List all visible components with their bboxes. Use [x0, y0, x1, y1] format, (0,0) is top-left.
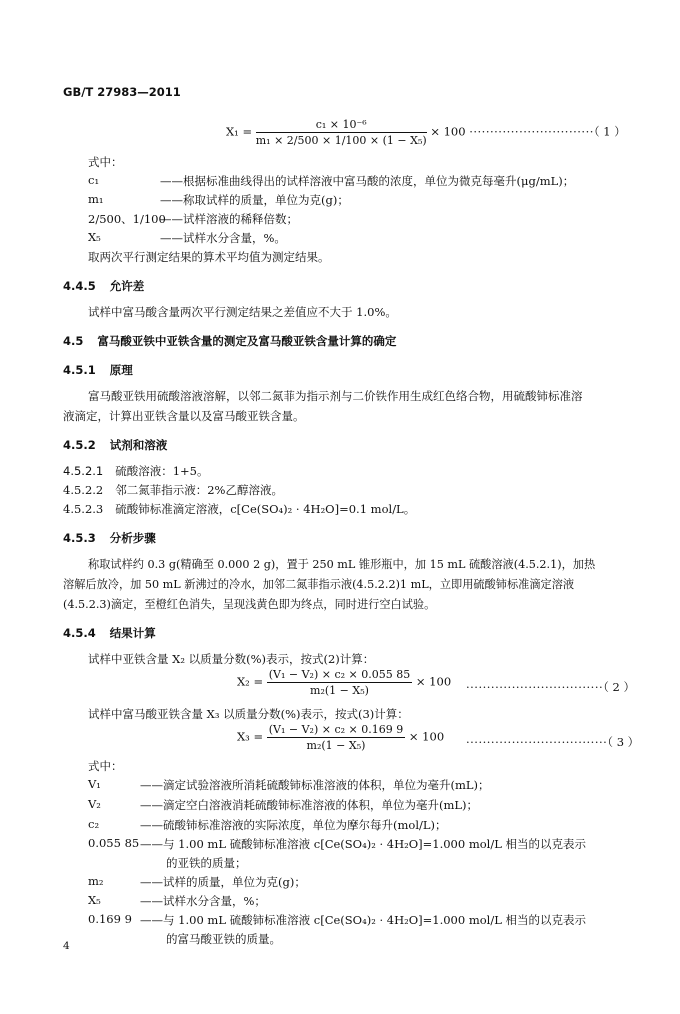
section-number: 4.5.1	[63, 363, 96, 377]
formula-2-lhs: X₂ =	[237, 674, 264, 689]
where1-desc-m1: ——称取试样的质量，单位为克(g)；	[160, 193, 349, 207]
section-4-5-1-line1: 富马酸亚铁用硫酸溶液溶解，以邻二氮菲为指示剂与二价铁作用生成红色络合物，用硫酸铈标准溶	[88, 389, 583, 403]
where-label-2: 式中：	[88, 759, 123, 773]
section-4-5-1-line2: 液滴定，计算出亚铁含量以及富马酸亚铁含量。	[63, 409, 305, 423]
where2-term-0-1699: 0.169 9	[88, 912, 132, 926]
formula-2	[237, 668, 451, 697]
where2-desc-0-1699-cont: 的富马酸亚铁的质量。	[166, 932, 281, 946]
where2-term-v2: V₂	[88, 797, 101, 811]
where2-term-x5: X₅	[88, 893, 101, 907]
section-title: 结果计算	[109, 626, 156, 640]
section-title: 原理	[109, 363, 133, 377]
where2-desc-m2: ——试样的质量，单位为克(g)；	[140, 875, 306, 889]
section-number: 4.5	[63, 334, 84, 348]
formula-1-numerator: c₁ × 10⁻⁶	[256, 118, 427, 133]
formula-2-numerator: (V₁ − V₂) × c₂ × 0.055 85	[268, 668, 411, 681]
formula-1	[226, 118, 626, 147]
where2-desc-v2: ——滴定空白溶液消耗硫酸铈标准溶液的体积，单位为毫升(mL)；	[140, 798, 479, 812]
where2-desc-x5: ——试样水分含量，%；	[140, 894, 266, 908]
formula-3-lhs: X₃ =	[237, 729, 264, 744]
where1-term-x5: X₅	[88, 230, 101, 244]
formula-1-denominator: m₁ × 2/500 × 1/100 × (1 − X₅)	[255, 134, 427, 147]
section-4-5-4-intro-3: 试样中富马酸亚铁含量 X₃ 以质量分数(%)表示，按式(3)计算：	[88, 707, 409, 721]
formula-1-lhs: X₁ =	[226, 124, 253, 139]
section-title: 富马酸亚铁中亚铁含量的测定及富马酸亚铁含量计算的确定	[97, 334, 397, 348]
section-number: 4.5.4	[63, 626, 96, 640]
section-4-5-3-line3: (4.5.2.3)滴定，至橙红色消失，呈现浅黄色即为终点，同时进行空白试验。	[63, 598, 436, 611]
standard-code: GB/T 27983—2011	[63, 85, 181, 99]
formula-3-number: （ 3 ）	[607, 735, 640, 749]
formula-1-number: （ 1 ）	[593, 124, 626, 139]
formula-1-fraction	[256, 118, 427, 147]
formula-3-numerator: (V₁ − V₂) × c₂ × 0.169 9	[268, 723, 404, 736]
where1-term-c1: c₁	[88, 173, 100, 187]
reagent-item	[63, 482, 283, 498]
where1-term-m1: m₁	[88, 192, 104, 206]
formula-3-leader	[466, 734, 639, 750]
section-title: 分析步骤	[109, 531, 156, 545]
where2-desc-0-1699: ——与 1.00 mL 硫酸铈标准溶液 c[Ce(SO₄)₂ · 4H₂O]=1.000 mol/L 相当的以克表示	[140, 913, 587, 927]
formula-3-dots: ··································	[466, 735, 608, 749]
formula-2-leader	[466, 679, 635, 695]
where2-desc-0-05585: ——与 1.00 mL 硫酸铈标准溶液 c[Ce(SO₄)₂ · 4H₂O]=1.000 mol/L 相当的以克表示	[140, 837, 587, 851]
formula-1-tail: × 100	[430, 124, 466, 139]
where1-desc-x5: ——试样水分含量，%。	[160, 231, 286, 245]
where2-term-m2: m₂	[88, 874, 104, 888]
where2-term-c2: c₂	[88, 817, 100, 831]
reagent-text: 邻二氮菲指示液：2%乙醇溶液。	[115, 483, 283, 497]
section-4-4-5-text: 试样中富马酸含量两次平行测定结果之差值应不大于 1.0%。	[88, 305, 397, 319]
formula-3-denominator: m₂(1 − X₅)	[306, 739, 366, 752]
formula-3-fraction	[267, 723, 405, 752]
where2-desc-0-05585-cont: 的亚铁的质量；	[166, 856, 247, 870]
formula-2-denominator: m₂(1 − X₅)	[310, 684, 369, 697]
page-number: 4	[63, 940, 70, 952]
reagent-text: 硫酸铈标准滴定溶液，c[Ce(SO₄)₂ · 4H₂O]=0.1 mol/L。	[115, 502, 416, 516]
section-4-5-3-line1: 称取试样约 0.3 g(精确至 0.000 2 g)，置于 250 mL 锥形瓶中，加 15 mL 硫酸溶液(4.5.2.1)，加热	[88, 558, 596, 571]
formula-2-tail: × 100	[415, 674, 452, 689]
section-4-5-4-heading	[63, 625, 156, 641]
formula-2-number: （ 2 ）	[603, 680, 636, 694]
reagent-number: 4.5.2.3	[63, 502, 104, 516]
section-number: 4.5.2	[63, 438, 96, 452]
section-4-5-4-intro-2: 试样中亚铁含量 X₂ 以质量分数(%)表示，按式(2)计算：	[88, 652, 375, 666]
section-number: 4.5.3	[63, 531, 96, 545]
formula-2-fraction	[267, 668, 412, 697]
where2-desc-c2: ——硫酸铈标准溶液的实际浓度，单位为摩尔每升(mol/L)；	[140, 818, 447, 832]
section-4-5-2-heading	[63, 437, 167, 453]
where-label-1: 式中：	[88, 155, 123, 169]
where1-desc-c1: ——根据标准曲线得出的试样溶液中富马酸的浓度，单位为微克每毫升(μg/mL)；	[160, 174, 575, 188]
section-4-5-heading	[63, 333, 396, 349]
where1-term-dilution: 2/500、1/100	[88, 212, 166, 226]
section-4-4-5-heading	[63, 278, 144, 294]
formula-3	[237, 723, 444, 752]
formula-3-tail: × 100	[408, 729, 445, 744]
section-4-5-3-heading	[63, 530, 156, 546]
formula-1-dots: ······························	[469, 124, 594, 139]
where1-desc-dilution: ——试样溶液的稀释倍数；	[160, 212, 298, 226]
section-4-5-1-heading	[63, 362, 133, 378]
section-number: 4.4.5	[63, 279, 96, 293]
section-title: 允许差	[109, 279, 145, 293]
reagent-number: 4.5.2.2	[63, 483, 104, 497]
reagent-item	[63, 501, 415, 517]
reagent-item	[63, 463, 209, 479]
section-4-5-3-line2: 溶解后放冷，加 50 mL 新沸过的冷水，加邻二氮菲指示液(4.5.2.2)1 mL，立即用硫酸铈标准滴定溶液	[63, 578, 575, 591]
where2-term-0-05585: 0.055 85	[88, 836, 140, 850]
where1-note: 取两次平行测定结果的算术平均值为测定结果。	[88, 250, 330, 264]
section-title: 试剂和溶液	[109, 438, 168, 452]
reagent-text: 硫酸溶液：1+5。	[115, 464, 209, 478]
formula-2-dots: ·································	[466, 680, 604, 694]
where2-term-v1: V₁	[88, 777, 101, 791]
reagent-number: 4.5.2.1	[63, 464, 104, 478]
where2-desc-v1: ——滴定试验溶液所消耗硫酸铈标准溶液的体积，单位为毫升(mL)；	[140, 778, 490, 792]
